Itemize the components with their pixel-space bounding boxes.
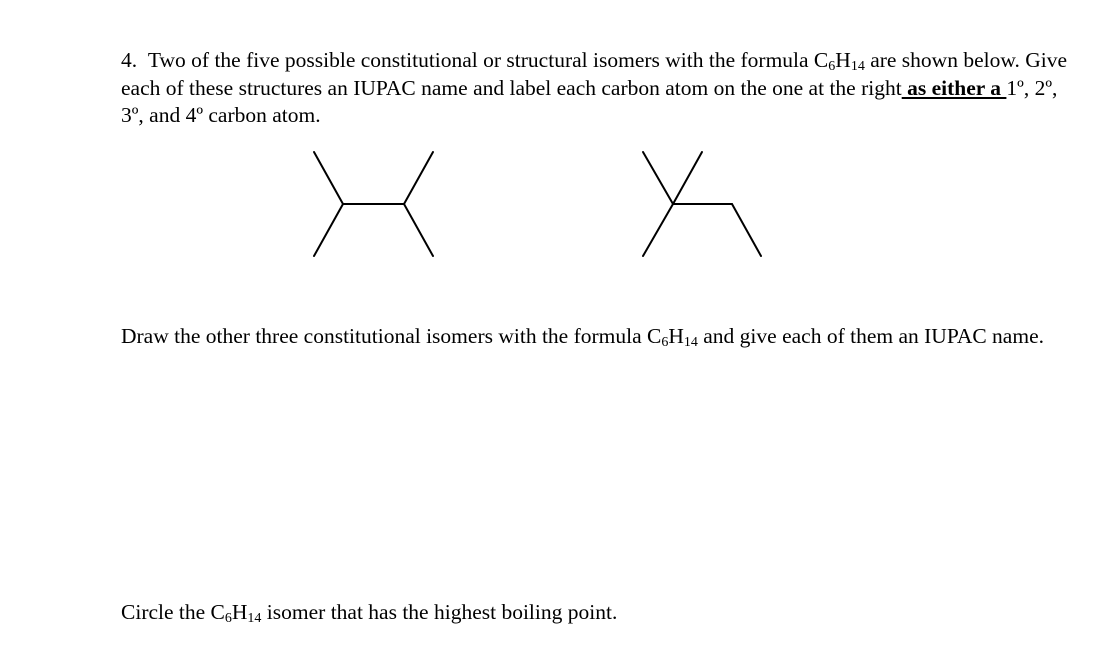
question-text-part-1: Two of the five possible constitutional or structural isomers with the formula C	[147, 48, 829, 72]
bond	[643, 152, 673, 204]
formula-letter: H	[231, 600, 248, 624]
right-isomer-skeletal-structure	[643, 152, 761, 256]
formula-subscript: 6	[661, 335, 669, 350]
question-text-part-3: 1º, 2º, 3º, and 4º carbon atom.	[121, 75, 1058, 127]
bond	[404, 152, 433, 204]
formula-subscript: 6	[224, 611, 232, 626]
question-text-part-2: are shown below. Give each of these structures an IUPAC name and label each carbon atom on the one at the right	[121, 48, 1068, 100]
bond	[314, 152, 343, 204]
formula-subscript: 6	[828, 59, 836, 74]
formula-subscript: 14	[683, 335, 698, 350]
bond	[314, 204, 343, 256]
underlined-phrase: as either a	[901, 75, 1007, 100]
formula-letter: H	[668, 324, 684, 348]
question-number: 4.	[121, 48, 138, 72]
draw-text-part-2: and give each of them an IUPAC name.	[697, 324, 1044, 348]
formula-subscript: 14	[850, 59, 865, 74]
left-isomer-skeletal-structure	[314, 152, 433, 256]
bond	[732, 204, 761, 256]
formula-letter: H	[835, 48, 851, 72]
bond	[404, 204, 433, 256]
formula-subscript: 14	[247, 611, 262, 626]
circle-text-part-1: Circle the C	[121, 600, 225, 624]
draw-text-part-1: Draw the other three constitutional isomers with the formula C	[121, 324, 662, 348]
bond	[643, 204, 673, 256]
circle-instruction	[121, 599, 1061, 627]
draw-instruction	[121, 323, 1061, 351]
circle-text-part-2: isomer that has the highest boiling point.	[261, 600, 618, 624]
bond	[673, 152, 702, 204]
